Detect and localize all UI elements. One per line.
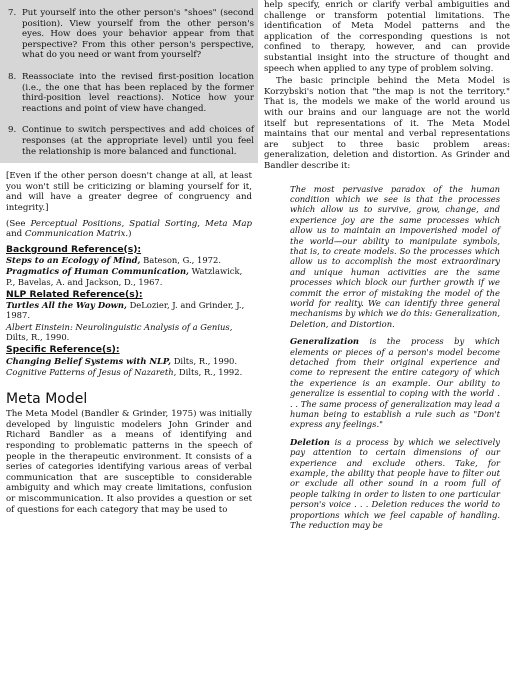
step-item — [8, 72, 254, 114]
quote-paragraph: The most pervasive paradox of the human condition which we see is that the processes which allow us to survive, grow, change, and experience joy are the same processes which allow us to maintain an impoverished model of the world—our ability to manipulate symbols, that is, to create models. So the processes which allow us to accomplish the most extraordinary and unique human activities are the same processes which block our further growth if we commit the error of mistaking the model of the world for reality. We can identify three general mechanisms by which we do this: Generalization, Deletion, and Distortion. — [290, 183, 500, 329]
section-title: Meta Model — [6, 391, 88, 408]
paragraph: The basic principle behind the Meta Model is Korzybski's notion that "the map is not the territory." That is, the models we make of the world around us with our brains and our language are not the world itself but representations of it. The Meta Model maintains that our mental and verbal representations are subject to three basic problem areas: generalization, deletion and distortion. As Grinder and Bandler describe it: — [264, 76, 510, 171]
reference-title: Turtles All the Way Down, — [6, 300, 127, 311]
paragraph: help specify, enrich or clarify verbal ambiguities and challenge or transform potential limitations. The identification of Meta Model patterns and the application of the corresponding questions is not confined to therapy, however, and can provide substantial insight into the structure of thought and speech when applied to any type of problem solving. — [264, 0, 510, 74]
see-also-suffix: ) — [128, 229, 132, 240]
reference-title: Albert Einstein: Neurolinguistic Analysis of a Genius, — [6, 321, 233, 332]
quote-paragraph — [290, 336, 500, 430]
quote-term: Generalization — [290, 336, 360, 347]
quote-paragraph — [290, 437, 500, 531]
reference-title: Pragmatics of Human Communication, — [6, 266, 189, 277]
quote-text: is the process by which elements or pieces of a person's model become detached from their original experience and come to represent the entire category of which the experience is an example. Our ability to generalize is essential to coping with the world . . . The same process of generalization may lead a human being to establish a rule such as "Don't express any feelings." — [290, 336, 500, 430]
step-number: 7. — [8, 8, 17, 18]
step-text: Put yourself into the other person's "shoes" (second position). View yourself from the other person's eyes. How does your behavior appear from that perspective? From this other person's perspective, what do you need or want from yourself? — [22, 8, 254, 61]
reference-item — [6, 322, 252, 343]
quote-text: is a process by which we selectively pay attention to certain dimensions of our experience and exclude others. Take, for example, the ability that people have to filter out or exclude all other sound in a room full of people talking in order to listen to one particular person's voice . . . Deletion reduces the world to proportions which we feel capable of handling. The reduction may be — [290, 436, 500, 531]
step-number: 8. — [8, 71, 17, 82]
reference-title: Steps to an Ecology of Mind, — [6, 254, 141, 265]
right-column — [264, 0, 514, 538]
see-also — [6, 219, 252, 240]
specific-heading: Specific Reference(s): — [6, 344, 120, 356]
reference-item — [6, 300, 252, 321]
step-number: 9. — [8, 125, 17, 136]
reference-detail: Dilts, R., 1992. — [176, 366, 243, 377]
reference-item — [6, 356, 252, 366]
see-also-prefix: (See — [6, 218, 31, 229]
see-also-links: Perceptual Positions, Spatial Sorting, Meta Map — [30, 218, 252, 229]
reference-title: Cognitive Patterns of Jesus of Nazareth, — [6, 366, 177, 377]
reference-detail: Dilts, R., 1990. — [171, 355, 238, 366]
reference-detail: DeLozier, J. and Grinder, J., 1987. — [6, 300, 245, 321]
reference-item — [6, 367, 252, 377]
references — [0, 245, 258, 378]
step-item — [8, 125, 254, 157]
step-text: Continue to switch perspectives and add choices of responses (at the appropriate level) until you feel the relationship is more balanced and functional. — [22, 125, 254, 157]
step-text: Reassociate into the revised first-position location (i.e., the one that has been replaced by the former third-position level reactions). Notice how your reactions and point of view have changed. — [22, 71, 254, 114]
block-quote — [264, 184, 510, 531]
see-also-last: Communication Matrix. — [24, 229, 129, 240]
reference-detail: Bateson, G., 1972. — [140, 254, 221, 265]
right-body — [264, 0, 510, 172]
section-body — [0, 409, 258, 515]
reference-detail: Dilts, R., 1990. — [6, 332, 70, 343]
background-heading: Background Reference(s): — [6, 243, 142, 255]
reference-item — [6, 266, 252, 287]
note-block — [0, 163, 258, 240]
reference-title: Changing Belief Systems with NLP, — [6, 355, 172, 366]
see-also-and: and — [6, 229, 25, 240]
step-item — [8, 8, 254, 61]
exercise-steps-box — [0, 0, 258, 163]
reference-item — [6, 255, 252, 265]
left-column — [0, 0, 258, 515]
bracket-note: [Even if the other person doesn't change at all, at least you won't still be criticizing or blaming yourself for it, and will have a greater degree of congruency and integrity.] — [6, 171, 252, 213]
reference-detail: Watzlawick, P., Bavelas, A. and Jackson, D., 1967. — [6, 266, 243, 287]
section-paragraph: The Meta Model (Bandler & Grinder, 1975) was initially developed by linguistic modelers John Grinder and Richard Bandler as a means of identifying and responding to problematic patterns in the speech of people in the therapeutic environment. It consists of a series of categories identifying various areas of verbal communication that are susceptible to considerable ambiguity and which may create limitations, confusion or miscommunication. It also provides a question or set of questions for each category that may be used to — [6, 409, 252, 515]
quote-term: Deletion — [290, 436, 330, 447]
nlp-heading: NLP Related Reference(s): — [6, 288, 143, 300]
